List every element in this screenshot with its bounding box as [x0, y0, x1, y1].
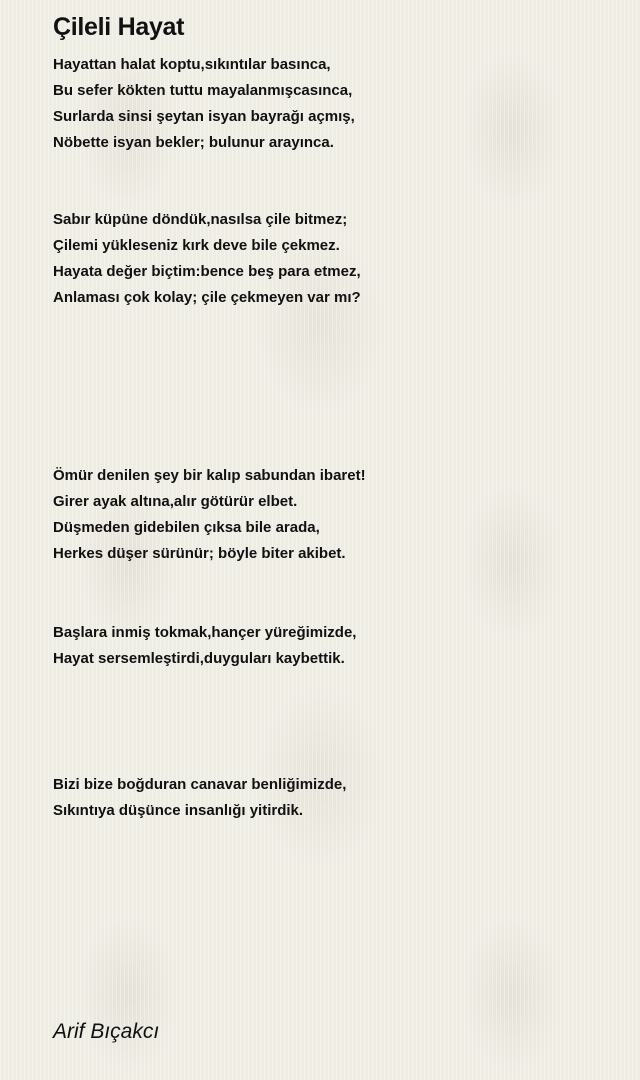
poem-line: Hayat sersemleştirdi,duyguları kaybettik. [53, 650, 345, 667]
stanza-3 [53, 463, 366, 567]
poem-line: Girer ayak altına,alır götürür elbet. [53, 493, 298, 510]
poem-line: Bu sefer kökten tuttu mayalanmışcasınca, [53, 82, 353, 99]
poem-line: Sabır küpüne döndük,nasılsa çile bitmez; [53, 211, 348, 228]
stanza-2 [53, 207, 361, 311]
poem-line: Nöbette isyan bekler; bulunur arayınca. [53, 134, 334, 151]
poem-line: Başlara inmiş tokmak,hançer yüreğimizde, [53, 624, 357, 641]
stanza-4 [53, 620, 356, 672]
poem-line: Ömür denilen şey bir kalıp sabundan ibaret! [53, 467, 366, 484]
poem-line: Anlaması çok kolay; çile çekmeyen var mı? [53, 289, 361, 306]
poem-line: Herkes düşer sürünür; böyle biter akibet. [53, 545, 346, 562]
poem-title: Çileli Hayat [53, 13, 185, 41]
stanza-1 [53, 52, 355, 156]
poem-line: Hayattan halat koptu,sıkıntılar basınca, [53, 56, 331, 73]
stanza-5 [53, 772, 346, 824]
poem-line: Çilemi yükleseniz kırk deve bile çekmez. [53, 237, 340, 254]
poem-line: Düşmeden gidebilen çıksa bile arada, [53, 519, 320, 536]
poem-line: Hayata değer biçtim:bence beş para etmez, [53, 263, 361, 280]
poem-line: Bizi bize boğduran canavar benliğimizde, [53, 776, 347, 793]
poem-line: Surlarda sinsi şeytan isyan bayrağı açmış, [53, 108, 355, 125]
poem-line: Sıkıntıya düşünce insanlığı yitirdik. [53, 802, 304, 819]
poem-author: Arif Bıçakcı [53, 1020, 160, 1043]
